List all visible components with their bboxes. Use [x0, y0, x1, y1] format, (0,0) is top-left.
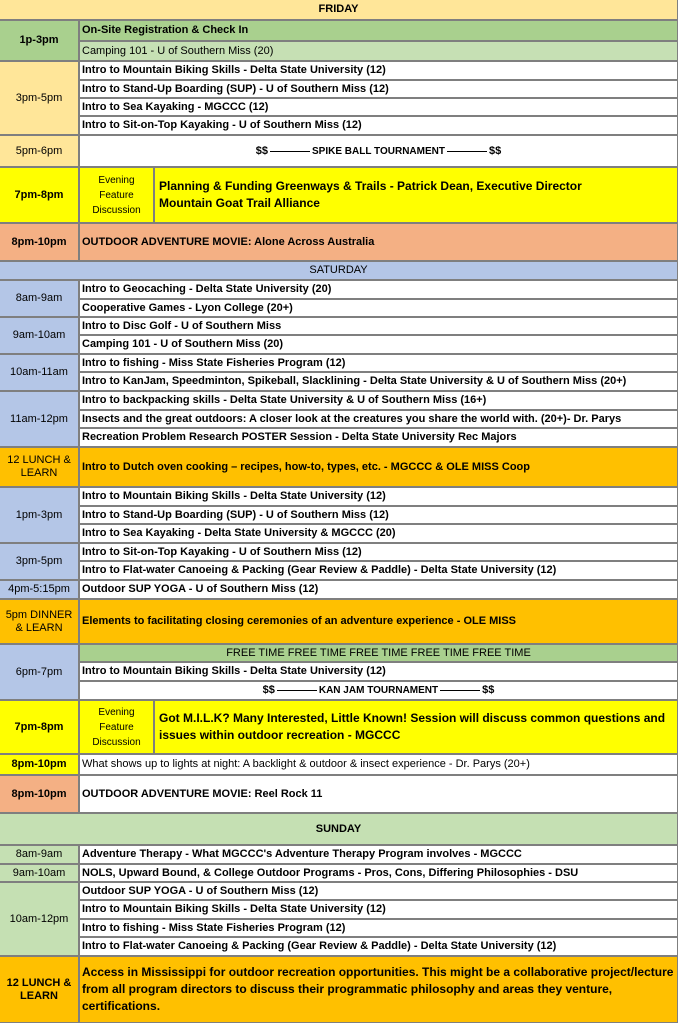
- feature-tag: Evening Feature Discussion: [79, 700, 154, 754]
- tournament-label: KAN JAM TOURNAMENT: [318, 685, 439, 696]
- time-cell: 5pm DINNER & LEARN: [0, 599, 79, 644]
- session-cell: Intro to Sit-on-Top Kayaking - U of Southern Miss (12): [79, 116, 678, 135]
- session-cell: Intro to Mountain Biking Skills - Delta State University (12): [79, 662, 678, 681]
- session-cell: Intro to Stand-Up Boarding (SUP) - U of Southern Miss (12): [79, 80, 678, 98]
- session-cell: OUTDOOR ADVENTURE MOVIE: Reel Rock 11: [79, 775, 678, 813]
- session-cell: Recreation Problem Research POSTER Session - Delta State University Rec Majors: [79, 428, 678, 447]
- time-cell: 6pm-7pm: [0, 644, 79, 700]
- time-cell: 4pm-5:15pm: [0, 580, 79, 599]
- session-cell: Intro to Sea Kayaking - MGCCC (12): [79, 98, 678, 116]
- dollar-ornament-icon: $$: [482, 684, 495, 696]
- session-cell: Outdoor SUP YOGA - U of Southern Miss (12): [79, 882, 678, 900]
- feature-line: Planning & Funding Greenways & Trails - Patrick Dean, Executive Director: [159, 179, 582, 193]
- session-cell: Adventure Therapy - What MGCCC's Adventure Therapy Program involves - MGCCC: [79, 845, 678, 864]
- dash-line: [270, 151, 310, 152]
- time-cell: 7pm-8pm: [0, 700, 79, 754]
- time-cell: 12 LUNCH & LEARN: [0, 956, 79, 1023]
- session-cell: Cooperative Games - Lyon College (20+): [79, 299, 678, 317]
- dollar-ornament-icon: $$: [255, 144, 269, 157]
- session-cell: Intro to Sea Kayaking - Delta State University & MGCCC (20): [79, 524, 678, 543]
- dash-line: [440, 690, 480, 691]
- dash-line: [447, 151, 487, 152]
- time-cell: 10am-11am: [0, 354, 79, 391]
- session-cell: Intro to Mountain Biking Skills - Delta State University (12): [79, 61, 678, 80]
- feature-line: issues within outdoor recreation - MGCCC: [159, 728, 401, 742]
- dash-line: [277, 690, 317, 691]
- feature-session: [154, 167, 678, 223]
- session-line: Access in Mississippi for outdoor recreation opportunities. This might be a collaborative project/lecture: [82, 965, 674, 979]
- session-cell: Intro to Mountain Biking Skills - Delta State University (12): [79, 900, 678, 919]
- session-cell: Intro to Disc Golf - U of Southern Miss: [79, 317, 678, 335]
- day-header-friday: FRIDAY: [0, 0, 678, 20]
- session-cell: Intro to Mountain Biking Skills - Delta State University (12): [79, 487, 678, 506]
- session-cell: On-Site Registration & Check In: [79, 20, 678, 41]
- session-cell: Intro to KanJam, Speedminton, Spikeball, Slacklining - Delta State University & U of Southern Miss (20+): [79, 372, 678, 391]
- session-cell: What shows up to lights at night: A backlight & outdoor & insect experience - Dr. Parys (20+): [79, 754, 678, 775]
- session-cell: Intro to Stand-Up Boarding (SUP) - U of Southern Miss (12): [79, 506, 678, 524]
- time-cell: 3pm-5pm: [0, 61, 79, 135]
- time-cell: 10am-12pm: [0, 882, 79, 956]
- session-cell: [79, 956, 678, 1023]
- time-cell: 8pm-10pm: [0, 754, 79, 775]
- time-cell: 8pm-10pm: [0, 223, 79, 261]
- tournament-label: SPIKE BALL TOURNAMENT: [312, 145, 445, 157]
- session-cell: Insects and the great outdoors: A closer look at the creatures you share the world with. (20+)- Dr. Parys: [79, 410, 678, 428]
- tournament-cell: [79, 135, 678, 167]
- session-cell: Intro to fishing - Miss State Fisheries Program (12): [79, 354, 678, 372]
- session-cell: Outdoor SUP YOGA - U of Southern Miss (12): [79, 580, 678, 599]
- time-cell: 8am-9am: [0, 280, 79, 317]
- session-cell: Intro to Geocaching - Delta State University (20): [79, 280, 678, 299]
- time-cell: 8pm-10pm: [0, 775, 79, 813]
- tournament-cell: [79, 681, 678, 700]
- time-cell: 9am-10am: [0, 864, 79, 882]
- feature-tag: Evening Feature Discussion: [79, 167, 154, 223]
- session-cell: Intro to Sit-on-Top Kayaking - U of Southern Miss (12): [79, 543, 678, 561]
- time-cell: 5pm-6pm: [0, 135, 79, 167]
- time-cell: 8am-9am: [0, 845, 79, 864]
- session-cell: OUTDOOR ADVENTURE MOVIE: Alone Across Australia: [79, 223, 678, 261]
- session-cell: Intro to Flat-water Canoeing & Packing (Gear Review & Paddle) - Delta State University (12): [79, 561, 678, 580]
- session-line: from all program directors to discuss their programmatic philosophy and areas they venture, certifications.: [82, 982, 613, 1013]
- time-cell: 11am-12pm: [0, 391, 79, 447]
- feature-line: Mountain Goat Trail Alliance: [159, 196, 320, 210]
- time-cell: 1pm-3pm: [0, 487, 79, 543]
- time-cell: 7pm-8pm: [0, 167, 79, 223]
- time-cell: 12 LUNCH & LEARN: [0, 447, 79, 487]
- session-cell: Intro to fishing - Miss State Fisheries Program (12): [79, 919, 678, 937]
- feature-session: [154, 700, 678, 754]
- time-cell: 9am-10am: [0, 317, 79, 354]
- time-cell: 3pm-5pm: [0, 543, 79, 580]
- session-cell: NOLS, Upward Bound, & College Outdoor Programs - Pros, Cons, Differing Philosophies - DSU: [79, 864, 678, 882]
- session-cell: Intro to backpacking skills - Delta State University & U of Southern Miss (16+): [79, 391, 678, 410]
- session-cell: Camping 101 - U of Southern Miss (20): [79, 41, 678, 61]
- session-cell: Intro to Dutch oven cooking – recipes, how-to, types, etc. - MGCCC & OLE MISS Coop: [79, 447, 678, 487]
- dollar-ornament-icon: $$: [488, 144, 502, 157]
- day-header-sunday: SUNDAY: [0, 813, 678, 845]
- time-cell: 1p-3pm: [0, 20, 79, 61]
- session-cell: Intro to Flat-water Canoeing & Packing (Gear Review & Paddle) - Delta State University (12): [79, 937, 678, 956]
- day-header-saturday: SATURDAY: [0, 261, 678, 280]
- feature-line: Got M.I.L.K? Many Interested, Little Known! Session will discuss common questions and: [159, 711, 666, 725]
- session-cell: Elements to facilitating closing ceremonies of an adventure experience - OLE MISS: [79, 599, 678, 644]
- free-time-banner: FREE TIME FREE TIME FREE TIME FREE TIME FREE TIME: [79, 644, 678, 662]
- session-cell: Camping 101 - U of Southern Miss (20): [79, 335, 678, 354]
- dollar-ornament-icon: $$: [262, 684, 275, 696]
